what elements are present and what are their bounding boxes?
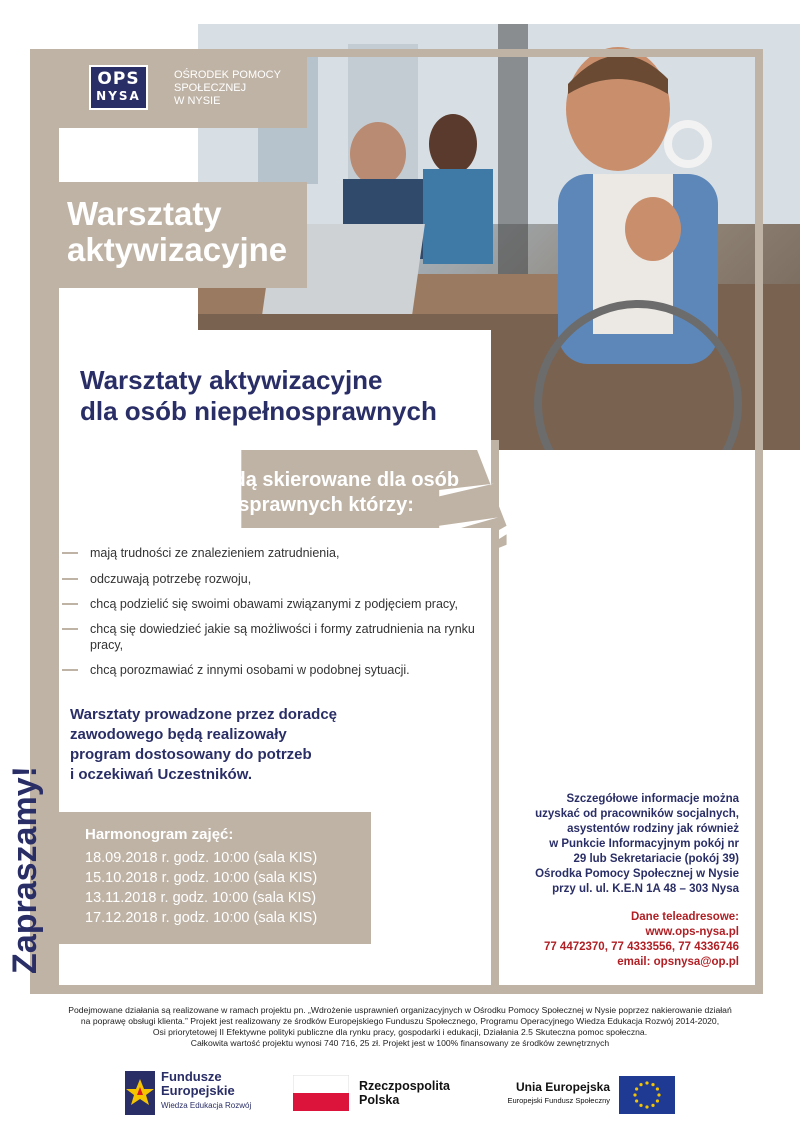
white-notch-2 xyxy=(59,288,198,330)
list-item: odczuwają potrzebę rozwoju, xyxy=(62,571,482,587)
fe-star-icon xyxy=(125,1071,155,1115)
white-notch xyxy=(59,128,198,182)
org-logo-box xyxy=(59,49,307,128)
rp-logo: Rzeczpospolita Polska xyxy=(293,1075,463,1115)
hero-title-box xyxy=(59,182,307,288)
hero-title: Warsztaty aktywizacyjne xyxy=(67,195,288,268)
frame-bottom xyxy=(30,985,763,994)
polish-flag-icon xyxy=(293,1075,349,1111)
list-item: mają trudności ze znalezieniem zatrudnienia, xyxy=(62,545,482,561)
invitation-vertical-text: Zapraszamy! xyxy=(6,766,44,974)
contact-details xyxy=(505,910,739,970)
list-item: chcą się dowiedzieć jakie są możliwości i formy zatrudnienia na rynku pracy, xyxy=(62,621,482,653)
target-heading: Warsztaty będą skierowane dla osób niepełnosprawnych którzy: xyxy=(110,469,460,516)
main-heading: Warsztaty aktywizacyjne dla osób niepełnosprawnych xyxy=(80,365,437,426)
schedule-heading: Harmonogram zajęć: xyxy=(85,826,234,843)
schedule-row: 18.09.2018 r. godz. 10:00 (sala KIS) xyxy=(85,850,318,866)
ops-logo: OPS NYSA xyxy=(89,65,148,110)
schedule-row: 17.12.2018 r. godz. 10:00 (sala KIS) xyxy=(85,910,318,926)
eu-title: Unia Europejska xyxy=(515,1080,610,1094)
workshop-description: Warsztaty prowadzone przez doradcę zawodowego będą realizowały program dostosowany do potrzeb i oczekiwań Uczestników. xyxy=(70,706,337,783)
schedule-box xyxy=(59,812,371,944)
fe-logo: Fundusze Europejskie Wiedza Edukacja Rozwój xyxy=(125,1068,265,1118)
info-text: Szczegółowe informacje można uzyskać od pracowników socjalnych, asystentów rodziny jak również w Punkcie Informacyjnym pokój nr 29 lub Sekretariacie (pokój 39) Ośrodka Pomocy Społecznej w Nysie przy ul. ul. K.E.N 1A 48 – 303 Nysa xyxy=(535,793,739,895)
fe-sub: Wiedza Edukacja Rozwój xyxy=(161,1101,252,1110)
schedule-row: 15.10.2018 r. godz. 10:00 (sala KIS) xyxy=(85,870,318,886)
email-link[interactable]: email: opsnysa@op.pl xyxy=(617,956,739,968)
project-footnote: Podejmowane działania są realizowane w ramach projektu pn. „Wdrożenie usprawnień organizacyjnych w Ośrodku Pomocy Społecznej w Nysie poprzez nakierowanie działań na poprawę obsługi klienta.” Projekt jest realizowany ze środków Europejskiego Funduszu Społecznego, Programu Operacyjnego Wiedza Edukacja Rozwój 2014-2020, Osi priorytetowej II Efektywne polityki publiczne dla rynku pracy, gospodarki i edukacji, Działania 2.5 Skuteczna pomoc społeczna. Całkowita wartość projektu wynosi 740 716, 25 zł. Projekt jest w 100% finansowany ze środków zewnętrznych xyxy=(68,1005,732,1048)
eu-logo xyxy=(495,1072,685,1118)
schedule-row: 13.11.2018 r. godz. 10:00 (sala KIS) xyxy=(85,890,317,906)
phone-numbers: 77 4472370, 77 4333556, 77 4336746 xyxy=(543,941,739,953)
eu-flag-icon xyxy=(619,1076,675,1114)
website-link[interactable]: www.ops-nysa.pl xyxy=(645,926,739,938)
list-item: chcą porozmawiać z innymi osobami w podobnej sytuacji. xyxy=(62,662,482,678)
list-item: chcą podzielić się swoimi obawami związanymi z podjęciem pracy, xyxy=(62,596,482,612)
contact-heading: Dane teleadresowe: xyxy=(630,911,739,923)
eu-sub: Europejski Fundusz Społeczny xyxy=(507,1096,610,1105)
org-name: OŚRODEK POMOCY SPOŁECZNEJ W NYSIE xyxy=(174,69,281,107)
